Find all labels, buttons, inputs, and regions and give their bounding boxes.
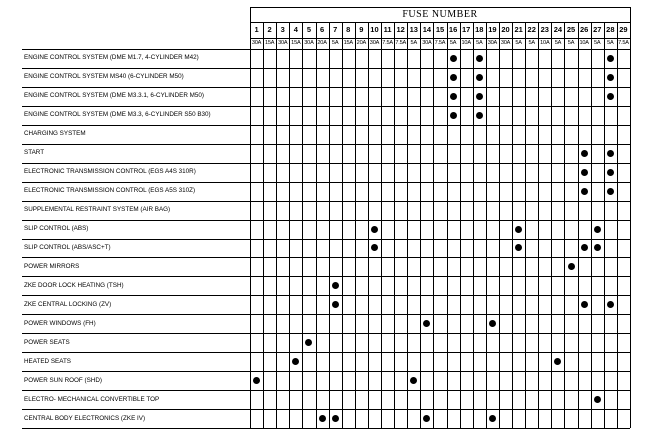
system-label: ENGINE CONTROL SYSTEM (DME M3.3.1, 6-CYLINDER M50): [24, 92, 204, 100]
fuse-rating: 5A: [528, 40, 535, 46]
fuse-rating: 10A: [461, 40, 471, 46]
column-divider: [433, 22, 434, 428]
fuse-marker-dot: [332, 415, 339, 422]
fuse-number: 6: [319, 25, 325, 34]
system-label: POWER WINDOWS (FH): [24, 319, 96, 327]
column-divider: [551, 22, 552, 428]
fuse-marker-dot: [554, 358, 561, 365]
system-label: ELECTRONIC TRANSMISSION CONTROL (EGS A5S 310Z): [24, 187, 196, 195]
fuse-number: 29: [619, 25, 628, 34]
fuse-rating: 30A: [487, 40, 498, 46]
fuse-rating: 15A: [264, 40, 275, 46]
fuse-number: 9: [359, 25, 364, 34]
system-label: START: [24, 149, 45, 157]
fuse-number: 16: [448, 25, 458, 34]
fuse-marker-dot: [515, 226, 522, 233]
fuse-rating: 30A: [278, 40, 288, 46]
fuse-marker-dot: [450, 93, 457, 100]
fuse-number: 26: [579, 25, 589, 34]
column-divider: [355, 22, 356, 428]
fuse-marker-dot: [450, 74, 457, 81]
system-label: POWER MIRRORS: [24, 262, 80, 270]
column-divider: [591, 22, 592, 428]
system-label: SLIP CONTROL (ABS): [24, 225, 89, 233]
fuse-marker-dot: [594, 396, 601, 403]
grid-top-border: [250, 7, 630, 8]
fuse-marker-dot: [305, 339, 312, 346]
fuse-number: 10: [370, 25, 379, 34]
fuse-number: 22: [527, 25, 536, 34]
column-divider: [473, 22, 474, 428]
fuse-marker-dot: [594, 226, 601, 233]
column-divider: [486, 22, 487, 428]
fuse-marker-dot: [581, 169, 588, 176]
column-divider: [420, 22, 421, 428]
fuse-rating: 30A: [500, 40, 511, 46]
fuse-rating: 7.5A: [434, 40, 446, 46]
system-label: ENGINE CONTROL SYSTEM (DME M1.7, 4-CYLINDER M42): [24, 54, 199, 62]
fuse-rating: 5A: [567, 40, 575, 46]
fuse-marker-dot: [371, 244, 378, 251]
fuse-number: 4: [293, 25, 298, 34]
fuse-rating: 7.5A: [382, 40, 393, 46]
fuse-rating: 5A: [554, 40, 562, 46]
fuse-marker-dot: [476, 93, 483, 100]
fuse-marker-dot: [607, 169, 614, 176]
fuse-number: 13: [409, 25, 418, 34]
fuse-marker-dot: [607, 188, 614, 195]
fuse-marker-dot: [581, 244, 588, 251]
fuse-marker-dot: [476, 112, 483, 119]
fuse-marker-dot: [476, 55, 483, 62]
fuse-marker-dot: [476, 74, 483, 81]
fuse-marker-dot: [450, 55, 457, 62]
column-divider: [525, 22, 526, 428]
column-divider: [538, 22, 539, 428]
system-label: ZKE DOOR LOCK HEATING (TSH): [24, 281, 124, 289]
system-label: ELECTRONIC TRANSMISSION CONTROL (EGS A4S 310R): [24, 168, 196, 176]
fuse-number: 3: [280, 25, 285, 34]
fuse-number: 28: [606, 25, 615, 34]
fuse-rating: 5A: [476, 40, 483, 46]
fuse-marker-dot: [607, 55, 614, 62]
system-label: ELECTRO- MECHANICAL CONVERTIBLE TOP: [24, 395, 160, 403]
fuse-rating: 5A: [331, 40, 339, 46]
fuse-marker-dot: [332, 301, 339, 308]
fuse-number: 12: [396, 25, 405, 34]
fuse-rating: 5A: [594, 40, 601, 46]
column-divider: [381, 22, 382, 428]
column-divider: [394, 22, 395, 428]
column-divider: [460, 22, 461, 428]
fuse-number: 17: [462, 25, 471, 34]
fuse-number: 27: [593, 25, 602, 34]
fuse-rating: 30A: [369, 40, 380, 46]
fuse-number: 5: [306, 25, 312, 34]
fuse-number: 21: [514, 25, 523, 34]
fuse-number: 25: [566, 25, 576, 34]
fuse-number: 15: [435, 25, 445, 34]
fuse-rating: 10A: [540, 40, 550, 46]
fuse-number: 11: [383, 25, 392, 34]
column-divider: [447, 22, 448, 428]
column-divider: [512, 22, 513, 428]
fuse-marker-dot: [423, 320, 430, 327]
fuse-marker-dot: [607, 93, 614, 100]
fuse-marker-dot: [319, 415, 326, 422]
grid-right-border: [630, 7, 631, 428]
fuse-rating: 20A: [356, 40, 367, 46]
column-divider: [564, 22, 565, 428]
system-label: CHARGING SYSTEM: [24, 130, 86, 138]
column-divider: [329, 22, 330, 428]
fuse-number: 7: [333, 25, 338, 34]
fuse-marker-dot: [292, 358, 299, 365]
column-divider: [302, 22, 303, 428]
system-label: ENGINE CONTROL SYSTEM (DME M3.3, 6-CYLINDER S50 B30): [24, 111, 211, 119]
fuse-number: 23: [540, 25, 549, 34]
fuse-number: 20: [501, 25, 510, 34]
system-label: ZKE CENTRAL LOCKING (ZV): [24, 300, 112, 308]
fuse-rating: 15A: [291, 40, 301, 46]
fuse-rating: 30A: [422, 40, 432, 46]
fuse-number-title: FUSE NUMBER: [402, 9, 478, 20]
fuse-marker-dot: [568, 263, 575, 270]
row-divider: [22, 428, 630, 429]
fuse-marker-dot: [371, 226, 378, 233]
column-divider: [578, 22, 579, 428]
fuse-marker-dot: [332, 282, 339, 289]
column-divider: [617, 22, 618, 428]
fuse-marker-dot: [607, 301, 614, 308]
fuse-rating: 5A: [410, 40, 417, 46]
column-divider: [342, 22, 343, 428]
fuse-rating: 7.5A: [395, 40, 407, 46]
system-label: HEATED SEATS: [24, 357, 72, 365]
fuse-marker-dot: [253, 377, 260, 384]
column-divider: [499, 22, 500, 428]
system-label: POWER SEATS: [24, 338, 70, 346]
fuse-marker-dot: [607, 74, 614, 81]
fuse-marker-dot: [581, 150, 588, 157]
fuse-number: 8: [346, 25, 351, 34]
fuse-number: 19: [488, 25, 497, 34]
fuse-marker-dot: [607, 150, 614, 157]
fuse-rating: 20A: [317, 40, 327, 46]
fuse-marker-dot: [489, 415, 496, 422]
fuse-number: 1: [254, 25, 259, 34]
fuse-marker-dot: [450, 112, 457, 119]
system-label: CENTRAL BODY ELECTRONICS (ZKE IV): [24, 414, 146, 422]
fuse-number: 2: [267, 25, 272, 34]
fuse-rating: 15A: [343, 40, 353, 46]
system-label: POWER SUN ROOF (SHD): [24, 376, 103, 384]
column-divider: [407, 22, 408, 428]
system-label: ENGINE CONTROL SYSTEM MS40 (6-CYLINDER M50): [24, 73, 184, 81]
fuse-rating: 5A: [607, 40, 614, 46]
fuse-marker-dot: [423, 415, 430, 422]
system-label: SUPPLEMENTAL RESTRAINT SYSTEM (AIR BAG): [24, 206, 171, 214]
fuse-marker-dot: [594, 244, 601, 251]
column-divider: [316, 22, 317, 428]
fuse-number: 18: [475, 25, 484, 34]
fuse-marker-dot: [581, 301, 588, 308]
fuse-rating: 30A: [304, 40, 314, 46]
fuse-marker-dot: [581, 188, 588, 195]
column-divider: [263, 22, 264, 428]
fuse-number: 14: [422, 25, 432, 34]
fuse-rating: 5A: [515, 40, 522, 46]
column-divider: [276, 22, 277, 428]
fuse-rating: 7.5A: [618, 40, 629, 46]
fuse-marker-dot: [489, 320, 496, 327]
column-divider: [289, 22, 290, 428]
fuse-rating: 5A: [449, 40, 457, 46]
grid-left-border: [250, 7, 251, 428]
column-divider: [604, 22, 605, 428]
column-divider: [368, 22, 369, 428]
fuse-marker-dot: [515, 244, 522, 251]
fuse-marker-dot: [410, 377, 417, 384]
system-label: SLIP CONTROL (ABS/ASC+T): [24, 243, 111, 251]
fuse-number: 24: [553, 25, 563, 34]
fuse-rating: 10A: [579, 40, 589, 46]
fuse-rating: 30A: [251, 40, 262, 46]
